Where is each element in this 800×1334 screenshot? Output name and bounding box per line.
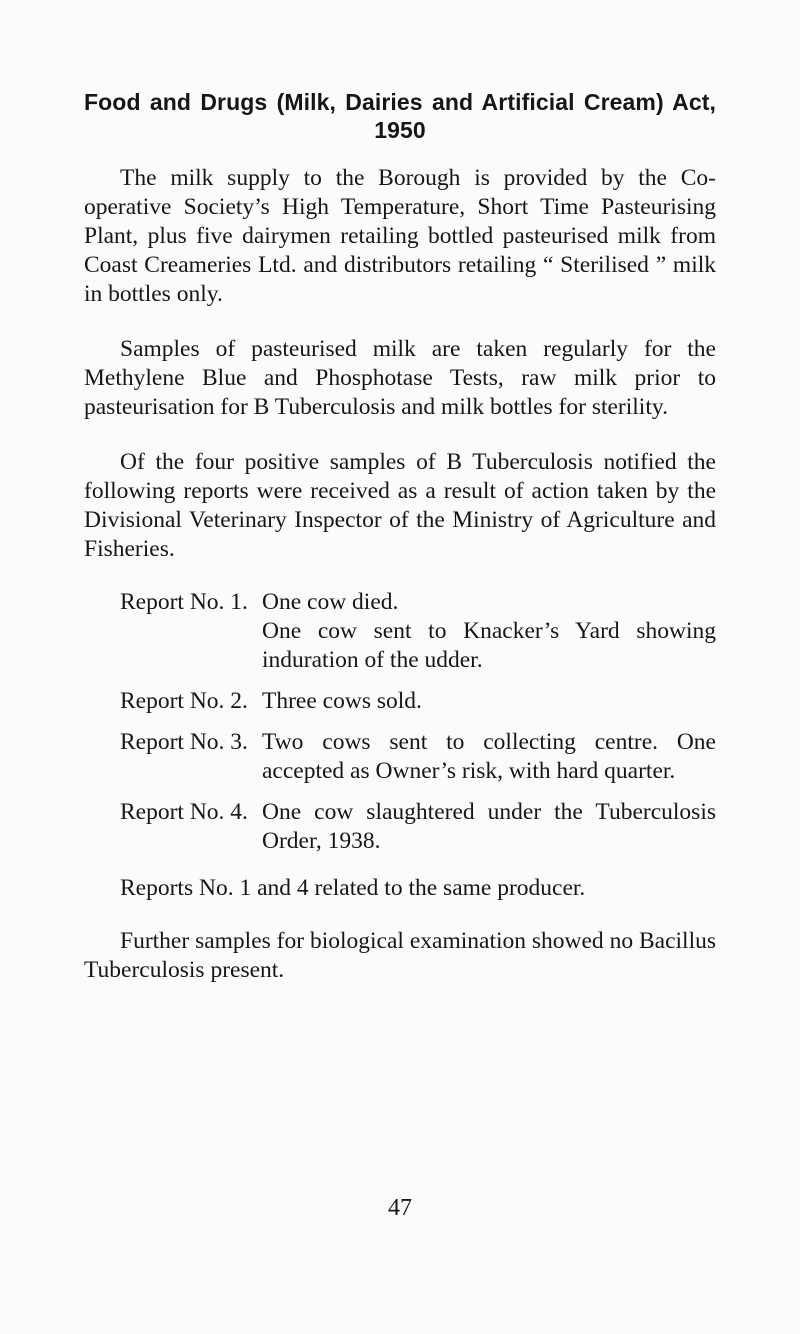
heading-line-1: Food and Drugs (Milk, Dairies and Artificial Cream) Act,	[84, 89, 716, 115]
report-line: One cow sent to Knacker’s Yard showing induration of the udder.	[262, 618, 716, 673]
paragraph-further-samples: Further samples for biological examination showed no Bacillus Tuberculosis present.	[84, 928, 716, 983]
report-line: Two cows sent to collecting centre. One accepted as Owner’s risk, with hard quarter.	[262, 729, 716, 784]
report-label: Report No. 3.	[120, 729, 248, 755]
report-label: Report No. 1.	[120, 589, 248, 615]
report-label: Report No. 4.	[120, 799, 248, 825]
paragraph-samples: Samples of pasteurised milk are taken regularly for the Methylene Blue and Phosphotase Tests, raw milk prior to pasteurisation for B Tuberculosis and milk bottles for sterility.	[84, 336, 716, 420]
report-item	[84, 728, 716, 786]
heading-line-2: 1950	[374, 117, 426, 143]
page-number: 47	[388, 1195, 412, 1221]
report-text	[262, 588, 716, 675]
report-item	[84, 588, 716, 675]
report-text	[262, 728, 716, 786]
section-heading	[84, 88, 716, 144]
paragraph-positive-samples: Of the four positive samples of B Tuberculosis notified the following reports were received as a result of action taken by the Divisional Veterinary Inspector of the Ministry of Agriculture and Fisheries.	[84, 449, 716, 562]
report-line: One cow slaughtered under the Tuberculosis Order, 1938.	[262, 799, 716, 854]
paragraph-milk-supply: The milk supply to the Borough is provided by the Co-operative Society’s High Temperature, Short Time Pasteurising Plant, plus five dairymen retailing bottled pasteurised milk from Coast Creameries Ltd. and distributors retailing “ Sterilised ” milk in bottles only.	[84, 165, 716, 307]
document-page	[84, 88, 716, 985]
report-text	[262, 687, 716, 716]
report-line: One cow died.	[262, 589, 399, 615]
report-text	[262, 798, 716, 856]
report-line: Three cows sold.	[262, 688, 422, 714]
report-label: Report No. 2.	[120, 688, 248, 714]
reports-list	[84, 588, 716, 856]
report-item	[84, 798, 716, 856]
report-item	[84, 687, 716, 716]
paragraph-same-producer: Reports No. 1 and 4 related to the same producer.	[120, 875, 586, 901]
